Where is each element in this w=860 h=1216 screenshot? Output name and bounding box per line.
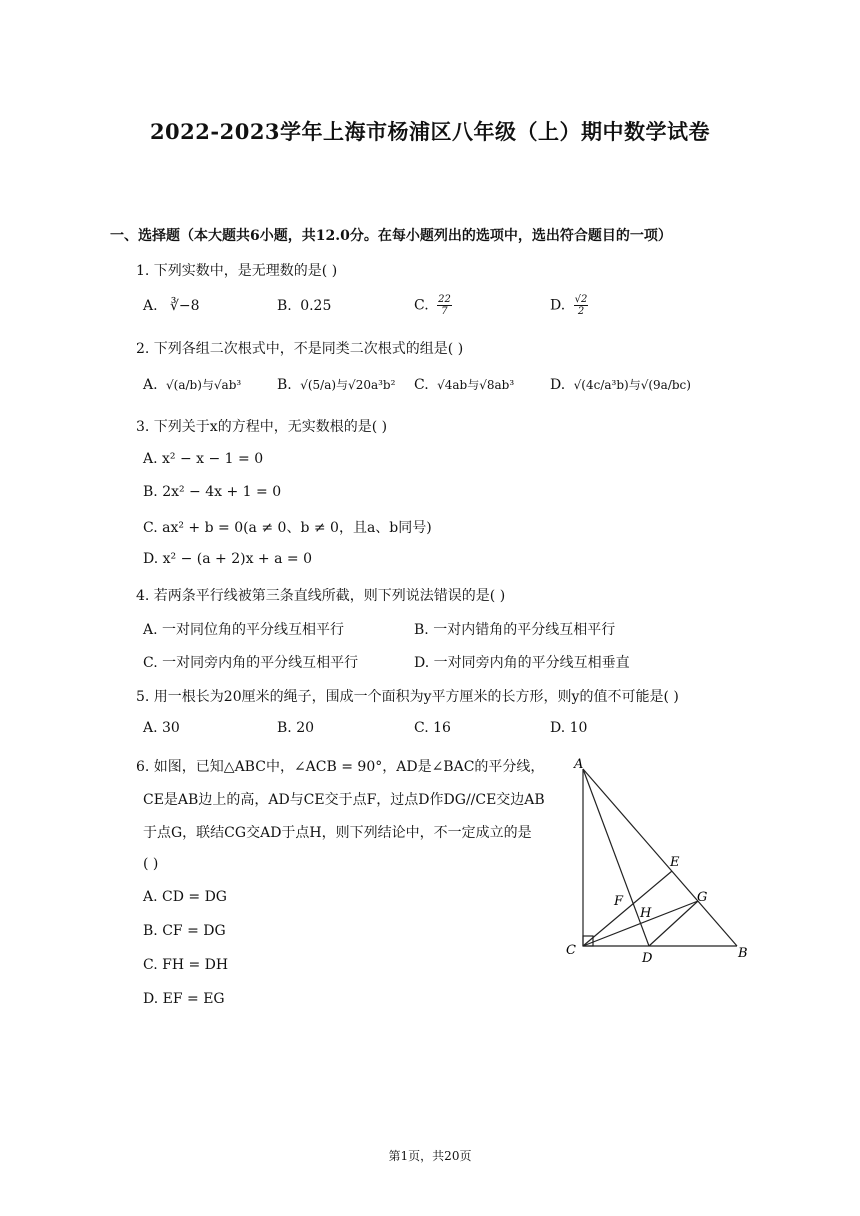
q6-option-c: C. FH = DH	[143, 957, 229, 973]
q1-option-c-denominator: 7	[441, 306, 448, 317]
question-6-line-4: ( )	[143, 856, 159, 872]
q1-option-a-label: A.	[143, 298, 158, 314]
q1-option-b	[277, 298, 331, 314]
question-2-stem: 2. 下列各组二次根式中，不是同类二次根式的组是( )	[136, 341, 464, 357]
q6-option-a: A. CD = DG	[143, 889, 227, 905]
q5-option-b: B. 20	[277, 720, 315, 736]
page-footer: 第1页，共20页	[388, 1149, 472, 1163]
q1-option-b-label: B.	[277, 298, 292, 314]
question-6-line-2: CE是AB边上的高，AD与CE交于点F，过点D作DG//CE交边AB	[143, 792, 545, 808]
q2-option-c-label: C.	[414, 377, 429, 393]
q1-option-d-fraction	[574, 294, 589, 317]
q5-option-a: A. 30	[143, 720, 180, 736]
q6-option-b: B. CF = DG	[143, 923, 226, 939]
q1-option-d-denominator: 2	[577, 306, 585, 317]
question-4-stem: 4. 若两条平行线被第三条直线所截，则下列说法错误的是( )	[136, 588, 506, 604]
question-6-line-1: 6. 如图，已知△ABC中，∠ACB = 90°，AD是∠BAC的平分线，	[136, 759, 545, 775]
q2-option-b	[277, 376, 395, 393]
segment-dg	[649, 901, 698, 946]
page-title: 2022-2023学年上海市杨浦区八年级（上）期中数学试卷	[149, 119, 711, 144]
q3-option-a: A. x² − x − 1 = 0	[143, 451, 264, 467]
q2-option-b-label: B.	[277, 377, 292, 393]
triangle-figure	[560, 752, 760, 964]
q2-option-c	[414, 376, 514, 393]
q2-option-b-value: √(5/a)与√20a³b²	[300, 378, 396, 392]
q1-option-c-numerator: 22	[438, 294, 451, 305]
q1-option-d-label: D.	[550, 297, 566, 314]
q3-option-b: B. 2x² − 4x + 1 = 0	[143, 484, 282, 500]
question-5-stem: 5. 用一根长为20厘米的绳子，围成一个面积为y平方厘米的长方形，则y的值不可能是( )	[136, 689, 679, 705]
q1-option-a	[143, 298, 200, 314]
q2-option-a-label: A.	[143, 377, 158, 393]
q1-option-d-numerator: √2	[574, 294, 588, 305]
q2-option-d	[550, 376, 691, 393]
q2-option-d-value: √(4c/a³b)与√(9a/bc)	[573, 378, 691, 392]
q4-option-b: B. 一对内错角的平分线互相平行	[414, 622, 616, 638]
q5-option-c: C. 16	[414, 720, 451, 736]
q1-option-b-value: 0.2̇5̇	[300, 298, 332, 314]
segment-ab	[583, 769, 737, 946]
q1-option-d	[550, 294, 588, 317]
vertex-label-b: B	[738, 946, 748, 961]
q2-option-d-label: D.	[550, 377, 566, 393]
q1-option-c-fraction	[437, 294, 452, 317]
vertex-label-d: D	[642, 951, 653, 964]
q1-option-a-value: ∛−8	[170, 298, 200, 314]
q2-option-a-value: √(a/b)与√ab³	[166, 378, 242, 392]
q3-option-c: C. ax² + b = 0(a ≠ 0、b ≠ 0，且a、b同号)	[143, 520, 432, 536]
question-6-line-3: 于点G，联结CG交AD于点H，则下列结论中，不一定成立的是	[143, 825, 532, 841]
q4-option-c: C. 一对同旁内角的平分线互相平行	[143, 655, 359, 671]
q4-option-a: A. 一对同位角的平分线互相平行	[143, 622, 345, 638]
q5-option-d: D. 10	[550, 720, 588, 736]
q6-option-d: D. EF = EG	[143, 991, 225, 1007]
vertex-label-h: H	[640, 906, 652, 921]
q1-option-c	[414, 294, 452, 317]
q3-option-d: D. x² − (a + 2)x + a = 0	[143, 551, 312, 567]
q4-option-d: D. 一对同旁内角的平分线互相垂直	[414, 655, 630, 671]
vertex-label-f: F	[614, 894, 624, 909]
question-3-stem: 3. 下列关于x的方程中，无实数根的是( )	[136, 419, 388, 435]
section-heading: 一、选择题（本大题共6小题，共12.0分。在每小题列出的选项中，选出符合题目的一项）	[110, 228, 672, 244]
vertex-label-g: G	[697, 890, 708, 905]
segment-ce	[583, 871, 672, 946]
vertex-label-e: E	[670, 855, 680, 870]
q1-option-c-label: C.	[414, 297, 429, 314]
q2-option-c-value: √4ab与√8ab³	[437, 378, 515, 392]
q2-option-a	[143, 376, 241, 393]
question-1-stem: 1. 下列实数中，是无理数的是( )	[136, 263, 338, 279]
vertex-label-c: C	[566, 943, 576, 958]
vertex-label-a: A	[574, 757, 584, 772]
